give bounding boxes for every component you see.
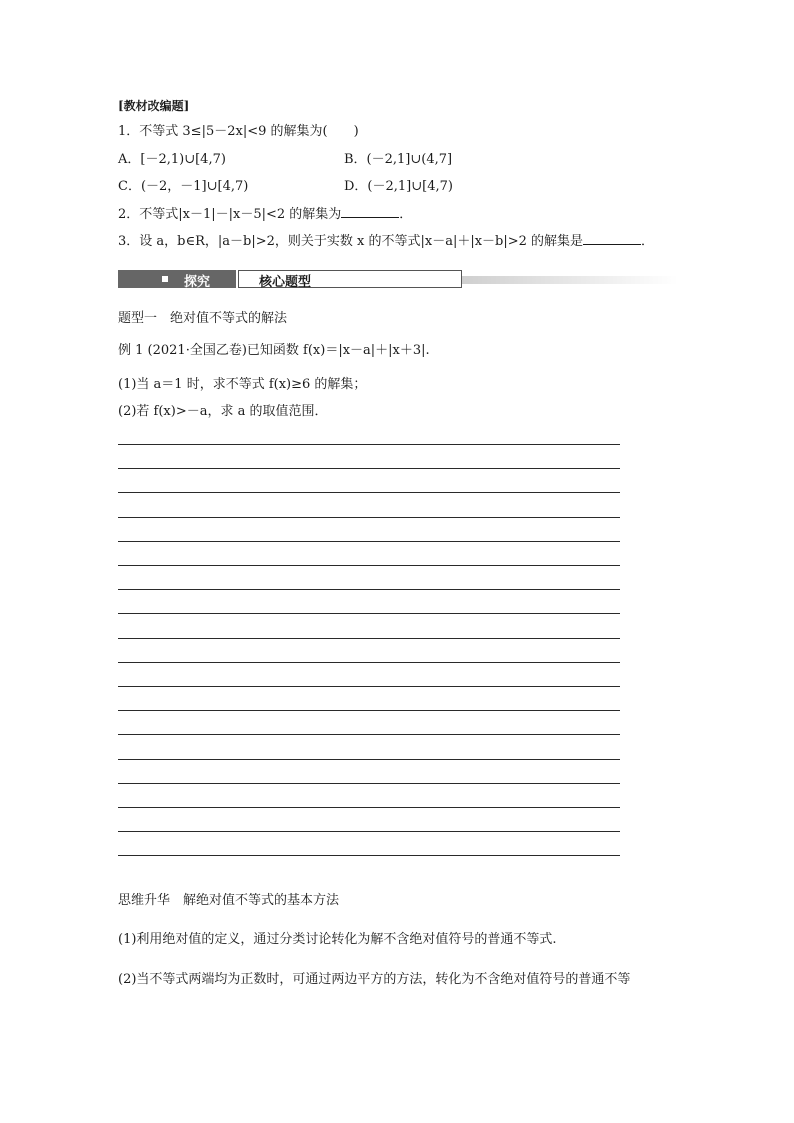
answer-line bbox=[118, 444, 620, 445]
banner-title: 核心题型 bbox=[259, 275, 312, 290]
answer-line bbox=[118, 589, 620, 590]
example-part-1: (1)当 a＝1 时，求不等式 f(x)≥6 的解集； bbox=[118, 377, 367, 392]
answer-blank bbox=[341, 206, 399, 218]
answer-line bbox=[118, 759, 620, 760]
answer-line bbox=[118, 783, 620, 784]
question-1-option-b: B．(－2,1]∪(4,7] bbox=[344, 152, 453, 167]
section-tag: [教材改编题] bbox=[118, 99, 190, 113]
answer-line bbox=[118, 541, 620, 542]
answer-line bbox=[118, 686, 620, 687]
answer-line bbox=[118, 565, 620, 566]
answer-line bbox=[118, 613, 620, 614]
question-1-stem: 1．不等式 3≤|5－2x|<9 的解集为( ) bbox=[118, 124, 359, 139]
question-2-stem: 2．不等式|x－1|－|x－5|<2 的解集为 bbox=[118, 207, 342, 222]
summary-paragraph-2: (2)当不等式两端均为正数时，可通过两边平方的方法，转化为不含绝对值符号的普通不等 bbox=[118, 972, 631, 987]
example-intro: 例 1 (2021·全国乙卷)已知函数 f(x)＝|x－a|＋|x＋3|. bbox=[118, 343, 430, 358]
question-2-end: ． bbox=[399, 207, 413, 222]
answer-line bbox=[118, 517, 620, 518]
banner-title-box bbox=[238, 270, 462, 288]
answer-line bbox=[118, 710, 620, 711]
answer-line bbox=[118, 807, 620, 808]
summary-paragraph-1: (1)利用绝对值的定义，通过分类讨论转化为解不含绝对值符号的普通不等式. bbox=[118, 932, 557, 947]
example-part-2: (2)若 f(x)>－a，求 a 的取值范围． bbox=[118, 404, 328, 419]
banner-divider bbox=[462, 276, 678, 284]
question-1-option-d: D．(－2,1]∪[4,7) bbox=[344, 179, 453, 194]
answer-line bbox=[118, 468, 620, 469]
answer-line bbox=[118, 638, 620, 639]
question-1-option-a: A．[－2,1)∪[4,7) bbox=[118, 152, 226, 167]
answer-line bbox=[118, 662, 620, 663]
question-3 bbox=[118, 233, 654, 250]
question-2 bbox=[118, 206, 412, 223]
answer-line bbox=[118, 734, 620, 735]
answer-blank bbox=[583, 233, 641, 245]
question-3-stem: 3．设 a，b∈R，|a－b|>2，则关于实数 x 的不等式|x－a|＋|x－b|>2 的解集是 bbox=[118, 234, 584, 249]
banner-bar bbox=[118, 270, 236, 288]
answer-line bbox=[118, 831, 620, 832]
answer-line bbox=[118, 492, 620, 493]
question-type-title: 题型一 绝对值不等式的解法 bbox=[118, 311, 288, 326]
answer-line bbox=[118, 855, 620, 856]
question-1-option-c: C．(－2，－1]∪[4,7) bbox=[118, 179, 249, 194]
section-banner bbox=[118, 270, 678, 288]
banner-tag: 探究 bbox=[184, 275, 211, 290]
summary-title: 思维升华 解绝对值不等式的基本方法 bbox=[118, 893, 340, 908]
square-bullet-icon bbox=[162, 276, 168, 282]
question-3-end: ． bbox=[641, 234, 655, 249]
